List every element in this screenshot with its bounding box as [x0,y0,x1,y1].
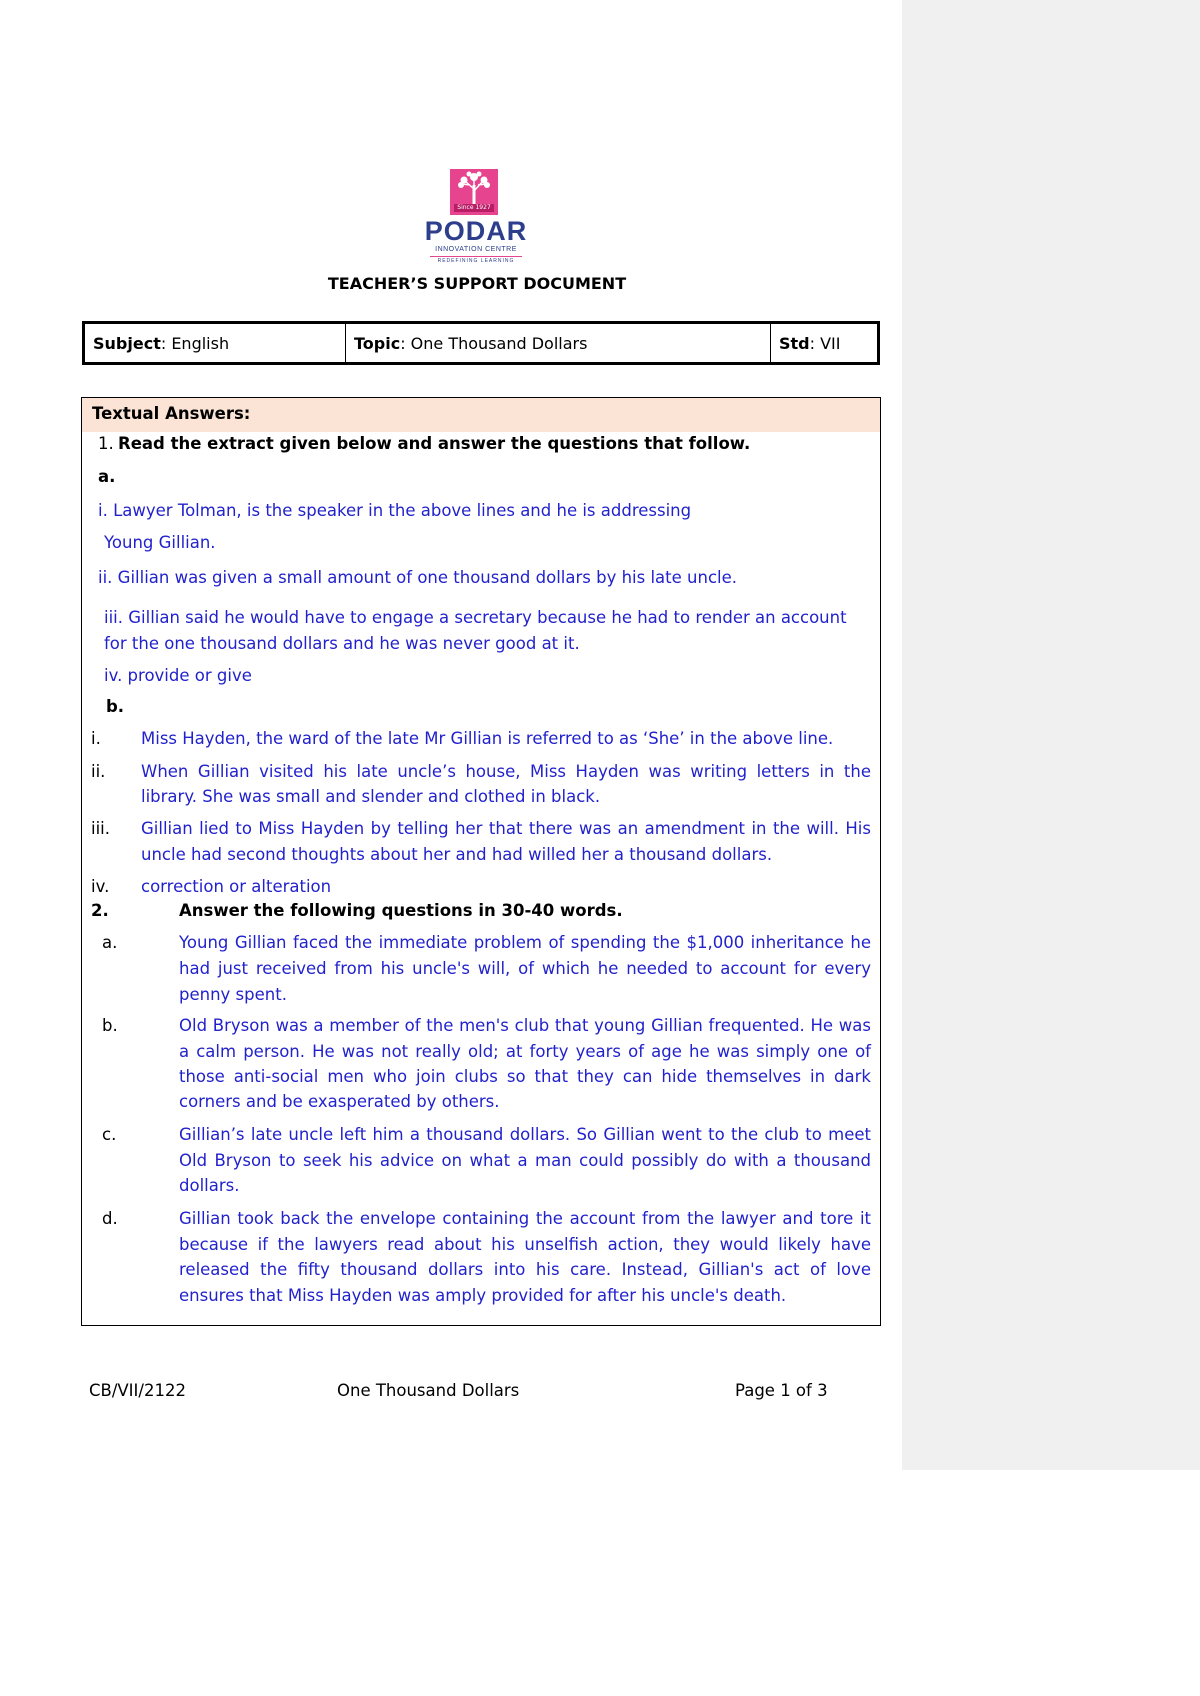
b-i-number: i. [91,729,101,748]
footer-topic: One Thousand Dollars [337,1381,520,1400]
b-i: Miss Hayden, the ward of the late Mr Gillian is referred to as ‘She’ in the above line. [141,729,834,748]
logo-badge: Since 1927 [454,204,494,212]
logo-subtitle: INNOVATION CENTRE [435,246,517,253]
b-iv: correction or alteration [141,877,332,896]
b-ii-number: ii. [91,762,106,781]
answers-box [81,397,881,1326]
document-title: TEACHER’S SUPPORT DOCUMENT [327,274,627,293]
a-i-line1: i. Lawyer Tolman, is the speaker in the above lines and he is addressing [98,501,692,520]
logo-brand: PODAR [424,216,528,246]
a-i-line2: Young Gillian. [104,533,216,552]
a-iii-line1: iii. Gillian said he would have to engage a secretary because he had to render an account [104,608,847,627]
footer-page: Page 1 of 3 [735,1381,828,1400]
info-table [82,321,880,365]
q2a-line3: penny spent. [179,985,287,1004]
q1-text: Read the extract given below and answer the questions that follow. [118,434,751,453]
a-iii-line2: for the one thousand dollars and he was never good at it. [104,634,580,653]
q2b-line1: Old Bryson was a member of the men's club that young Gillian frequented. He was [179,1016,871,1035]
subject-label: Subject [93,333,161,353]
comment-margin-panel [902,0,1200,1470]
part-b-label: b. [106,697,125,716]
a-iv: iv. provide or give [104,666,252,685]
q2a-number: a. [102,933,118,952]
q2c-line3: dollars. [179,1176,240,1195]
q1-number: 1. [98,434,114,453]
q2b-line2: a calm person. He was not really old; at forty years of age he was simply one of [179,1042,871,1061]
answers-heading: Textual Answers: [92,404,251,423]
q2-number: 2. [91,901,109,920]
q2d-line4: ensures that Miss Hayden was amply provided for after his uncle's death. [179,1286,787,1305]
q2a-line1: Young Gillian faced the immediate problem of spending the $1,000 inheritance he [179,933,871,952]
q2b-line3: those anti-social men who join clubs so that they can hide themselves in dark [179,1067,871,1086]
q2b-number: b. [102,1016,118,1035]
q2-text: Answer the following questions in 30-40 words. [179,901,623,920]
q2c-line2: Old Bryson to seek his advice on what a man could possibly do with a thousand [179,1151,871,1170]
a-ii: ii. Gillian was given a small amount of one thousand dollars by his late uncle. [98,568,738,587]
subject-value: : English [160,333,230,353]
podar-logo [416,165,536,270]
logo-divider [430,256,522,257]
b-ii-line2: library. She was small and slender and clothed in black. [141,787,601,806]
footer-code: CB/VII/2122 [89,1381,186,1400]
subject-cell [85,324,345,362]
std-value: : VII [809,333,841,353]
q2c-number: c. [102,1125,117,1144]
q2b-line4: corners and be exasperated by others. [179,1092,500,1111]
topic-cell [345,324,770,362]
part-a-label: a. [98,467,116,486]
q2d-line3: released the fifty thousand dollars into his care. Instead, Gillian's act of love [179,1260,871,1279]
b-ii-line1: When Gillian visited his late uncle’s house, Miss Hayden was writing letters in the [141,762,871,781]
std-cell [770,324,877,362]
topic-label: Topic [354,333,401,353]
b-iv-number: iv. [91,877,110,896]
b-iii-number: iii. [91,819,110,838]
q2d-number: d. [102,1209,118,1228]
q2a-line2: had just received from his uncle's will, of which he needed to account for every [179,959,871,978]
b-iii-line1: Gillian lied to Miss Hayden by telling her that there was an amendment in the will. His [141,819,871,838]
q2d-line1: Gillian took back the envelope containing the account from the lawyer and tore it [179,1209,871,1228]
topic-value: : One Thousand Dollars [400,333,588,353]
q2d-line2: because if the lawyers read about his unselfish action, they would likely have [179,1235,871,1254]
logo-tagline: REDEFINING LEARNING [437,258,515,264]
q2c-line1: Gillian’s late uncle left him a thousand dollars. So Gillian went to the club to meet [179,1125,871,1144]
std-label: Std [779,333,810,353]
b-iii-line2: uncle had second thoughts about her and had willed her a thousand dollars. [141,845,773,864]
